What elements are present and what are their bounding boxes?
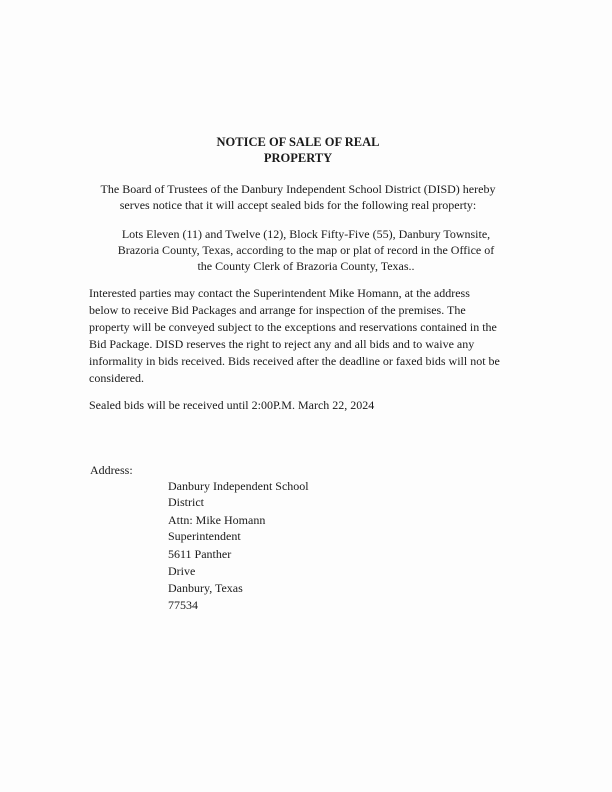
intro-line-2: serves notice that it will accept sealed bids for the following real property: bbox=[119, 198, 477, 212]
address-line: 5611 Panther bbox=[168, 547, 232, 561]
body-line-1: Interested parties may contact the Superintendent Mike Homann, at the address bbox=[89, 286, 470, 300]
address-line: 77534 bbox=[168, 598, 198, 612]
address-label: Address: bbox=[90, 463, 133, 477]
address-line: Danbury, Texas bbox=[168, 581, 243, 595]
body-line-6: considered. bbox=[89, 371, 144, 385]
body-line-5: informality in bids received. Bids received after the deadline or faxed bids will not be bbox=[89, 354, 500, 368]
body-line-4: Bid Package. DISD reserves the right to reject any and all bids and to waive any bbox=[89, 337, 475, 351]
address-line: Attn: Mike Homann bbox=[168, 513, 266, 527]
notice-title-line-1: NOTICE OF SALE OF REAL bbox=[216, 135, 380, 149]
notice-title-line-2: PROPERTY bbox=[263, 151, 333, 165]
intro-line-1: The Board of Trustees of the Danbury Independent School District (DISD) hereby bbox=[100, 182, 496, 196]
address-line: Superintendent bbox=[168, 529, 241, 543]
address-line: District bbox=[168, 495, 204, 509]
property-line-1: Lots Eleven (11) and Twelve (12), Block Fifty-Five (55), Danbury Townsite, bbox=[121, 227, 491, 241]
body-line-2: below to receive Bid Packages and arrange for inspection of the premises. The bbox=[89, 303, 466, 317]
address-line: Danbury Independent School bbox=[168, 479, 309, 493]
body-line-3: property will be conveyed subject to the exceptions and reservations contained in the bbox=[89, 320, 497, 334]
property-line-2: Brazoria County, Texas, according to the map or plat of record in the Office of bbox=[117, 243, 495, 257]
address-line: Drive bbox=[168, 564, 196, 578]
bid-deadline: Sealed bids will be received until 2:00P.M. March 22, 2024 bbox=[89, 398, 375, 412]
property-line-3: the County Clerk of Brazoria County, Texas.. bbox=[197, 259, 415, 273]
